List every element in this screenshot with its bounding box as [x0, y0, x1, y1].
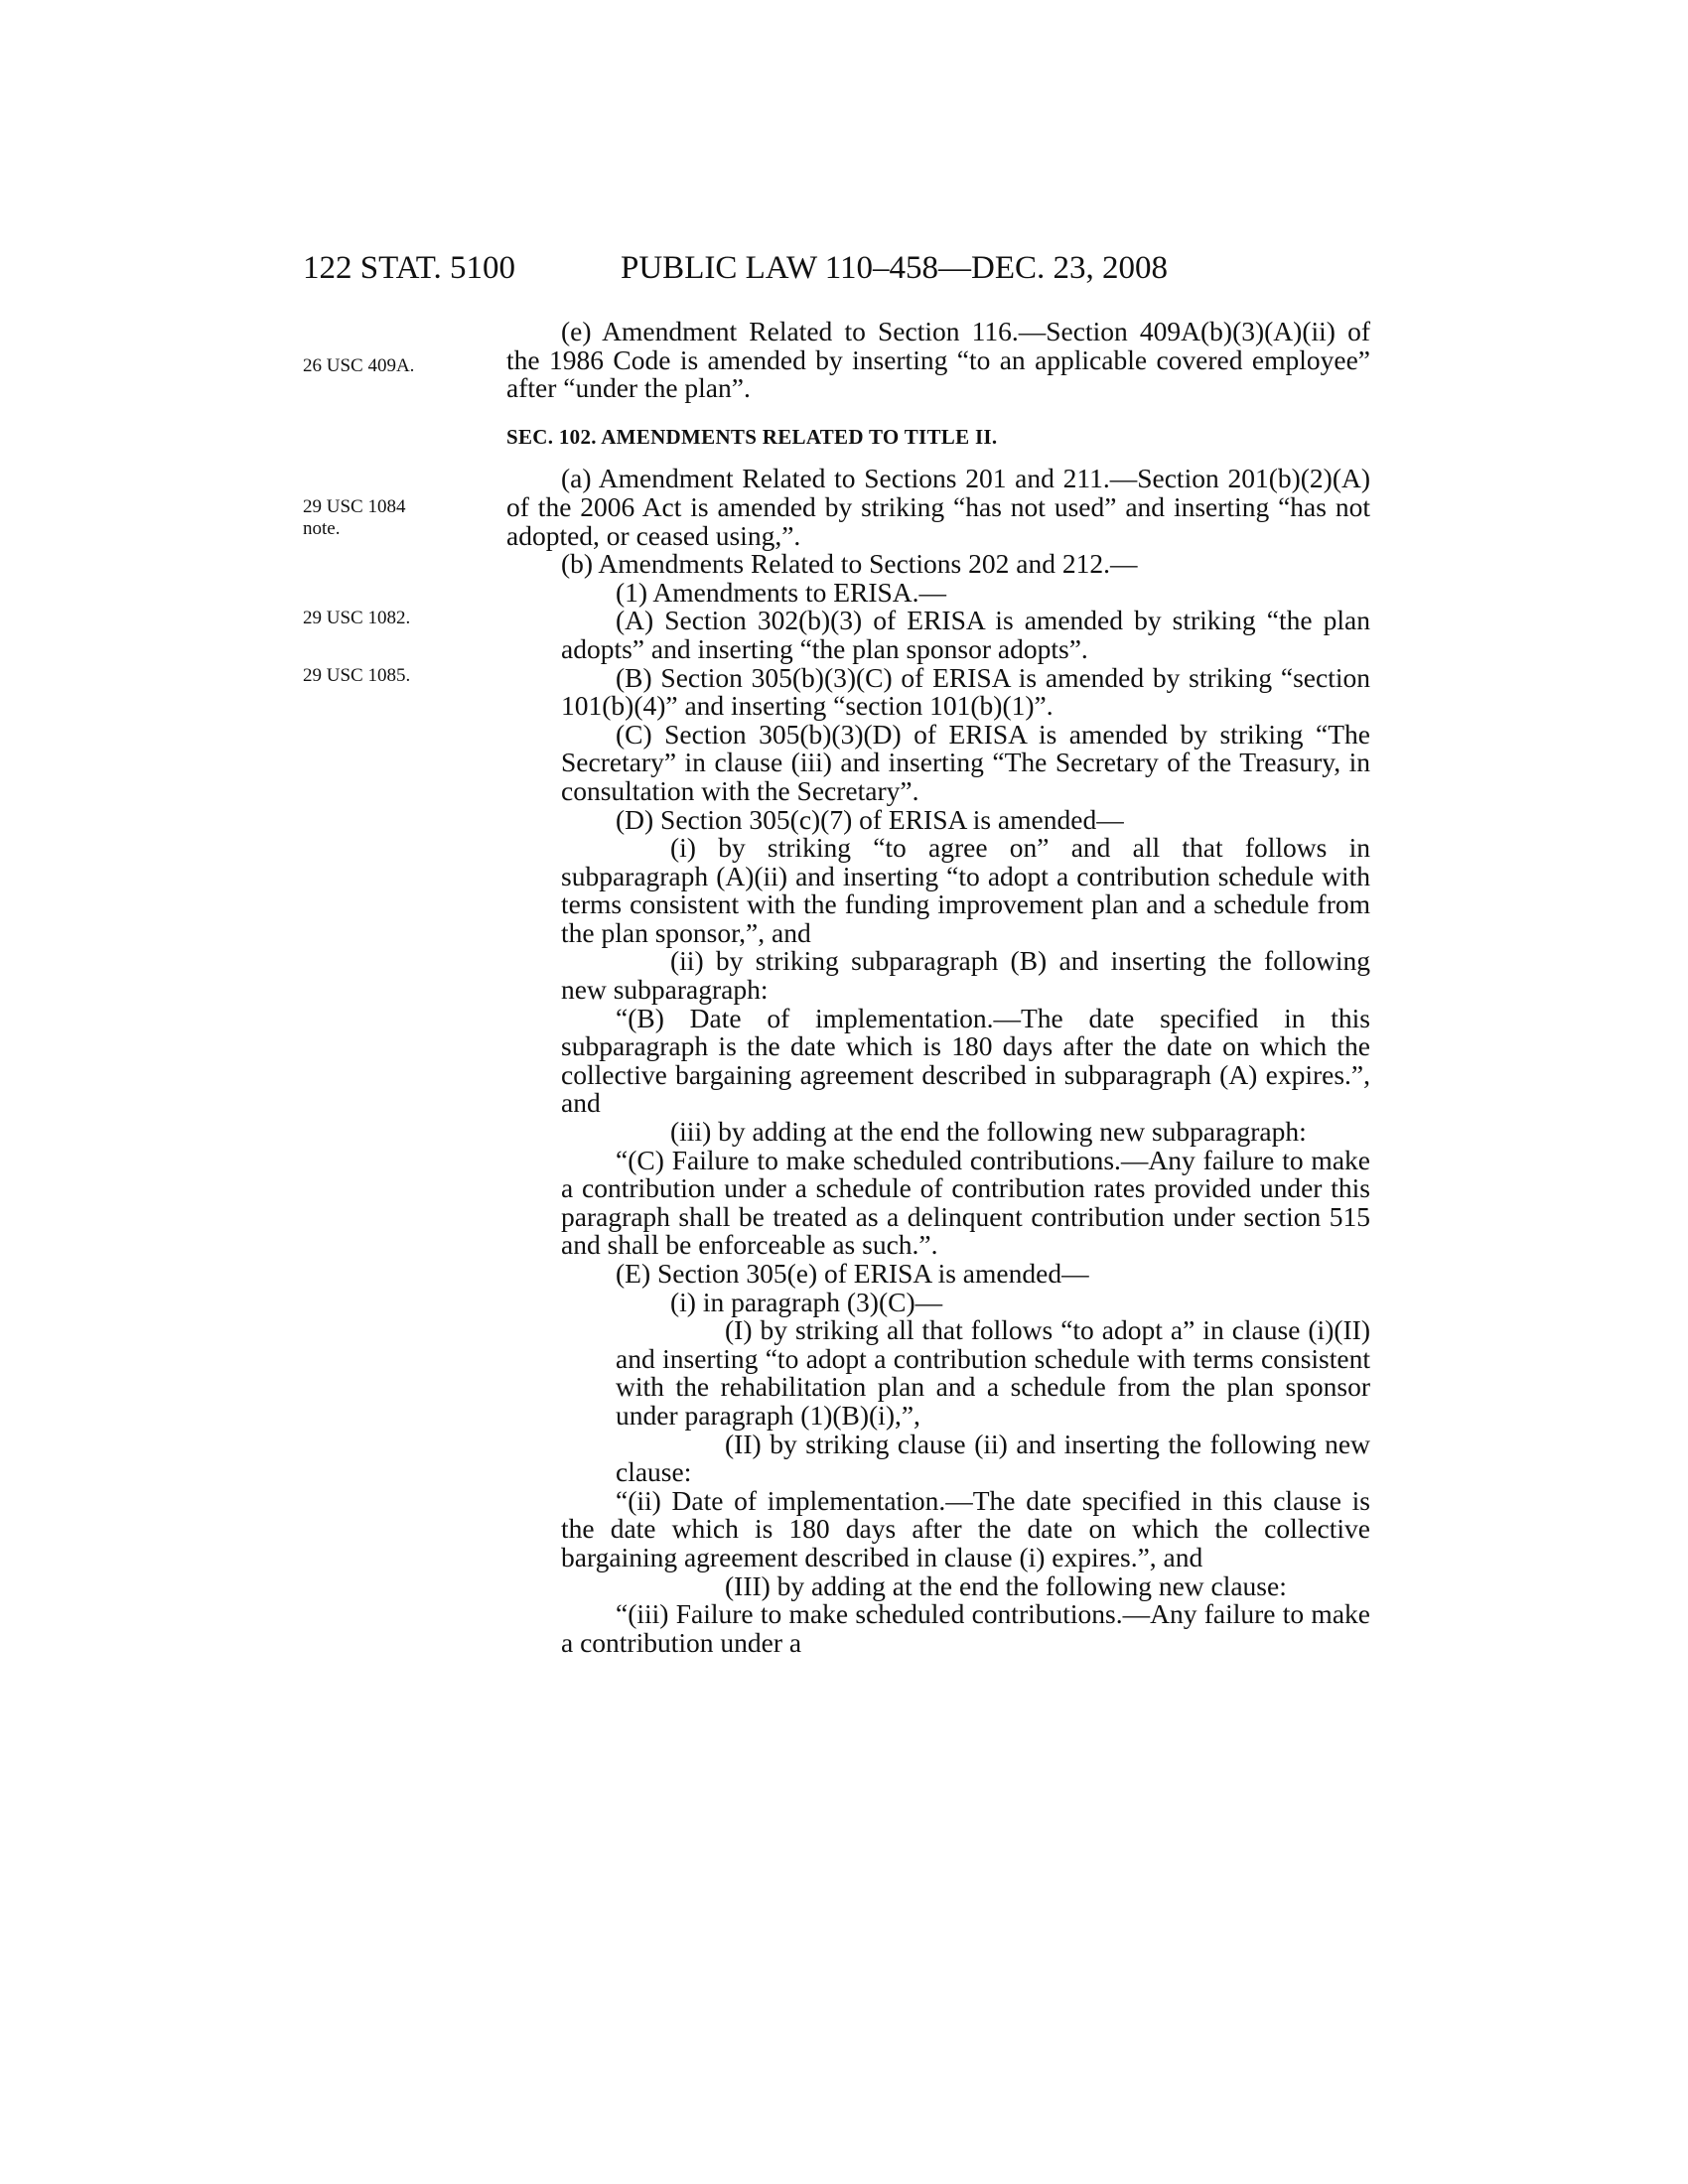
section-102-heading: SEC. 102. AMENDMENTS RELATED TO TITLE II.	[506, 424, 998, 449]
margin-note-26-usc-409a: 26 USC 409A.	[303, 355, 415, 376]
clause-D-iii: (iii) by adding at the end the following new subparagraph:	[670, 1116, 1307, 1148]
clause-D-ii: (ii) by striking subparagraph (B) and inserting the following new subparagraph:	[561, 945, 1370, 1006]
paragraph-e: (e) Amendment Related to Section 116.—Section 409A(b)(3)(A)(ii) of the 1986 Code is amended by inserting “to an applicable covered employee” after “under the plan”.	[506, 316, 1370, 404]
margin-note-29-usc-1085: 29 USC 1085.	[303, 665, 411, 686]
stat-citation: 122 STAT. 5100	[303, 250, 516, 286]
paragraph-a: (a) Amendment Related to Sections 201 and 211.—Section 201(b)(2)(A) of the 2006 Act is amended by striking “has not used” and inserting “has not adopted, or ceased using,”.	[506, 463, 1370, 551]
document-body	[506, 318, 1370, 1657]
clause-E-i: (i) in paragraph (3)(C)—	[670, 1286, 943, 1317]
subparagraph-A: (A) Section 302(b)(3) of ERISA is amended by striking “the plan adopts” and inserting “the plan sponsor adopts”.	[561, 605, 1370, 664]
subparagraph-E: (E) Section 305(e) of ERISA is amended—	[616, 1258, 1089, 1289]
paragraph-b: (b) Amendments Related to Sections 202 and 212.—	[561, 548, 1138, 580]
margin-note-29-usc-1084: 29 USC 1084	[303, 496, 406, 517]
quoted-subparagraph-B: “(B) Date of implementation.—The date specified in this subparagraph is the date which is 180 days after the date on which the collective bargaining agreement described in subparagraph (A) expires.”, and	[561, 1002, 1370, 1119]
margin-note-29-usc-1082: 29 USC 1082.	[303, 608, 411, 628]
paragraph-1: (1) Amendments to ERISA.—	[616, 576, 947, 608]
public-law-title: PUBLIC LAW 110–458—DEC. 23, 2008	[621, 250, 1169, 286]
subparagraph-D: (D) Section 305(c)(7) of ERISA is amended—	[616, 803, 1124, 835]
subclause-E-III: (III) by adding at the end the following new clause:	[725, 1570, 1287, 1601]
page-header	[303, 246, 1216, 290]
clause-D-i: (i) by striking “to agree on” and all that follows in subparagraph (A)(ii) and inserting “to adopt a contribution schedule with terms consistent with the funding improvement plan and a schedule from the plan sponsor,”, and	[561, 832, 1370, 948]
quoted-clause-ii: “(ii) Date of implementation.—The date specified in this clause is the date which is 180 days after the date on which the collective bargaining agreement described in clause (i) expires.”, and	[561, 1484, 1370, 1572]
margin-note-note: note.	[303, 518, 341, 539]
subparagraph-C: (C) Section 305(b)(3)(D) of ERISA is amended by striking “The Secretary” in clause (iii) and inserting “The Secretary of the Treasury, in consultation with the Secretary”.	[561, 718, 1370, 806]
subclause-E-I: (I) by striking all that follows “to adopt a” in clause (i)(II) and inserting “to adopt a contribution schedule with terms consistent with the rehabilitation plan and a schedule from the plan sponsor under paragraph (1)(B)(i),”,	[616, 1314, 1370, 1431]
quoted-clause-iii: “(iii) Failure to make scheduled contributions.—Any failure to make a contribution under a	[561, 1598, 1370, 1658]
quoted-subparagraph-C: “(C) Failure to make scheduled contributions.—Any failure to make a contribution under a schedule of contribution rates provided under this paragraph shall be treated as a delinquent contribution under section 515 and shall be enforceable as such.”.	[561, 1144, 1370, 1261]
subclause-E-II: (II) by striking clause (ii) and inserting the following new clause:	[616, 1428, 1370, 1488]
subparagraph-B: (B) Section 305(b)(3)(C) of ERISA is amended by striking “section 101(b)(4)” and inserting “section 101(b)(1)”.	[561, 661, 1370, 722]
